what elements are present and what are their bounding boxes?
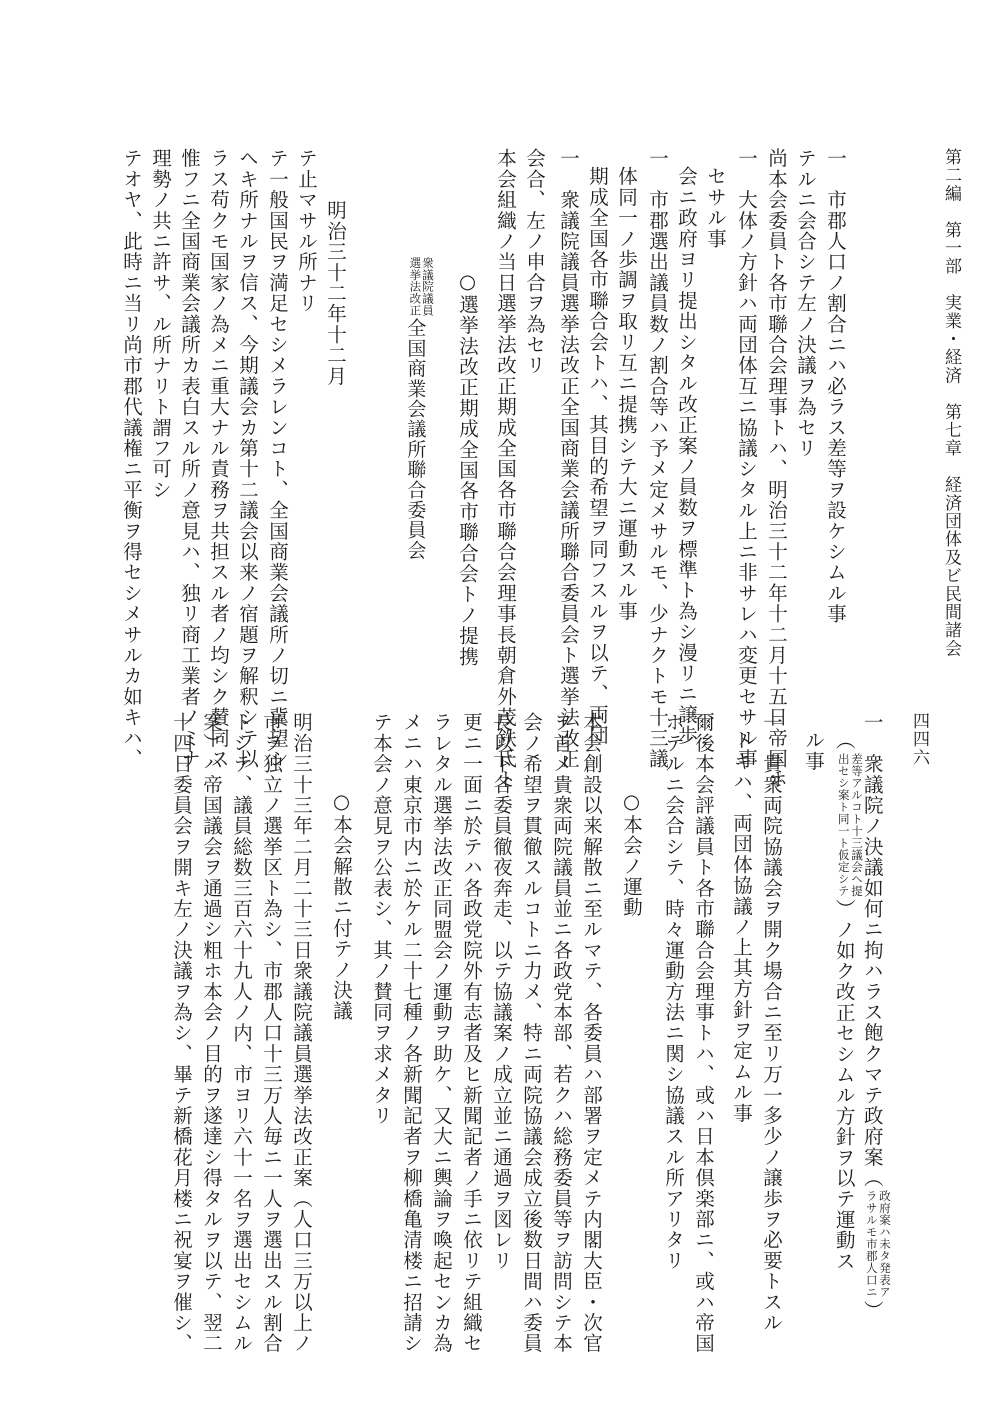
- text-column: トシテ、議員総数三百六十九人ノ内、市ヨリ六十一名ヲ選出セシムル: [230, 712, 253, 1354]
- inline-annotation: 差等アルコト十三議会ヘ提 出セシ案ト同一ト仮定シテ: [836, 752, 864, 897]
- section-heading: ○本会ノ運動: [620, 790, 643, 918]
- text-column: （差等アルコト十三議会ヘ提 出セシ案ト同一ト仮定シテ）ノ如ク改正セシムル方針ヲ以テ運動ス: [832, 730, 864, 1272]
- list-item: 一 大体ノ方針ハ両団体互ニ協議シタル上ニ非サレハ変更セサル事: [735, 148, 758, 769]
- text-column: テ一般国民ヲ満足セシメラレンコト、全国商業会議所ノ切ニ冀望シ: [266, 148, 289, 769]
- list-item: 一 衆議院議員選挙法改正全国商業会議所聯合委員会ト選挙法改正: [557, 148, 580, 769]
- text-column: 市ヲ独立ノ選挙区ト為シ、市郡人口十三万人毎ニ一人ヲ選出スル割合: [260, 712, 283, 1354]
- text-column: 更ニ一面ニ於テハ各政党院外有志者及ヒ新聞記者ノ手ニ依リテ組織セ: [460, 712, 483, 1354]
- text-column: ヲ首メ貴衆両院議員並ニ各政党本部、若クハ総務委員等ヲ訪問シテ本: [550, 712, 573, 1354]
- text-column: テオヤ、此時ニ当リ尚市郡代議権ニ平衡ヲ得セシメサルカ如キハ、: [120, 148, 143, 769]
- inline-annotation: 政府案ハ未タ発表ア ラサルモ市郡人口ニ: [864, 1190, 892, 1299]
- text-column: 会合、左ノ申合ヲ為セリ: [523, 148, 546, 376]
- signature-block: [405, 255, 434, 560]
- text-column: メニハ東京市内ニ於ケル二十七種ノ各新聞記者ヲ柳橋亀清楼ニ招請シ: [400, 712, 423, 1354]
- signature-name: 全国商業会議所聯合委員会: [404, 318, 427, 561]
- list-item: 一 市郡選出議員数ノ割合等ハ予メ定メサルモ、少ナクトモ十三議: [646, 148, 669, 769]
- text-column: 会ニ政府ヨリ提出シタル改正案ノ員数ヲ標準ト為シ漫リニ譲歩: [675, 166, 698, 746]
- text-column: 会ノ希望ヲ貫徹スルコトニ力メ、特ニ両院協議会成立後数日間ハ委員: [520, 712, 543, 1354]
- text-column: 本会創設以来解散ニ至ルマテ、各委員ハ部署ヲ定メテ内閣大臣・次官: [580, 712, 603, 1354]
- text-column: ル事: [802, 730, 825, 772]
- text-column: セサル事: [704, 166, 727, 249]
- list-item: 一 市郡人口ノ割合ニハ必ラス差等ヲ設ケシムル事: [824, 148, 847, 625]
- text-column: 爾後本会評議員ト各市聯合会理事トハ、或ハ日本倶楽部ニ、或ハ帝国: [692, 712, 715, 1354]
- page-number: 四四六: [909, 712, 929, 767]
- text-column: テ本会ノ意見ヲ公表シ、其ノ賛同ヲ求メタリ: [370, 712, 393, 1126]
- text-column: 尚本会委員ト各市聯合会理事トハ、明治三十二年十二月十五日帝国ホ: [765, 148, 788, 790]
- text-column: ヘキ所ナルヲ信ス、今期議会カ第十二議会以来ノ宿題ヲ解釈シテ以: [236, 148, 259, 769]
- section-heading: ○選挙法改正期成全国各市聯合会トノ提携: [456, 270, 479, 667]
- text-column: 期成全国各市聯合会トハ、其目的希望ヲ同フスルヲ以テ、両団: [586, 166, 609, 746]
- text-column: 明治三十三年二月二十三日衆議院議員選挙法改正案（人口三万以上ノ: [290, 712, 313, 1354]
- text-column: テ止マサル所ナリ: [295, 148, 318, 314]
- text-column: 体同一ノ歩調ヲ取リ互ニ提携シテ大ニ運動スル事: [615, 166, 638, 622]
- text-column: 案）ハ帝国議会ヲ通過シ粗ホ本会ノ目的ヲ遂達シ得タルヲ以テ、翌二: [200, 712, 223, 1354]
- signature-annotation: 衆議院議員 選挙法改正: [408, 257, 435, 316]
- text-column: 理勢ノ共ニ許サ、ル所ナリト謂フ可シ: [149, 148, 172, 500]
- running-header: 第二編 第一部 実業・経済 第七章 経済団体及ビ民間諸会: [941, 148, 961, 658]
- text-column: 長以下各委員徹夜奔走、以テ協議案ノ成立並ニ通過ヲ図レリ: [490, 712, 513, 1271]
- text-column: 惟フニ全国商業会議所カ表白スル所ノ意見ハ、独リ商工業者ノミナ: [178, 148, 201, 769]
- text-column: 十四日委員会ヲ開キ左ノ決議ヲ為シ、畢テ新橋花月楼ニ祝宴ヲ催シ、: [170, 712, 193, 1354]
- section-heading: ○本会解散ニ付テノ決議: [330, 790, 353, 1022]
- date-line: 明治三十二年十二月: [324, 200, 347, 387]
- text-column: 本会組織ノ当日選挙法改正期成全国各市聯合会理事長朝倉外茂鉄氏ト: [494, 148, 517, 790]
- text-column: トキハ、両団体協議ノ上其方針ヲ定ムル事: [730, 730, 753, 1124]
- text-column: テルニ会合シテ左ノ決議ヲ為セリ: [794, 148, 817, 459]
- list-item: 一 貴衆両院協議会ヲ開ク場合ニ至リ万一多少ノ譲歩ヲ必要トスル: [760, 712, 783, 1333]
- text-column: ホテルニ会合シテ、時々運動方法ニ関シ協議スル所アリタリ: [662, 712, 685, 1271]
- text-column: ラス苟クモ国家ノ為メニ重大ナル責務ヲ共担スル者ノ均シク賛同ス: [207, 148, 230, 770]
- text-column: ラレタル選挙法改正同盟会ノ運動ヲ助ケ、又大ニ輿論ヲ喚起センカ為: [430, 712, 453, 1354]
- list-item: 一 衆議院ノ決議如何ニ拘ハラス飽クマテ政府案（政府案ハ未タ発表ア ラサルモ市郡人口ニ）: [860, 712, 892, 1321]
